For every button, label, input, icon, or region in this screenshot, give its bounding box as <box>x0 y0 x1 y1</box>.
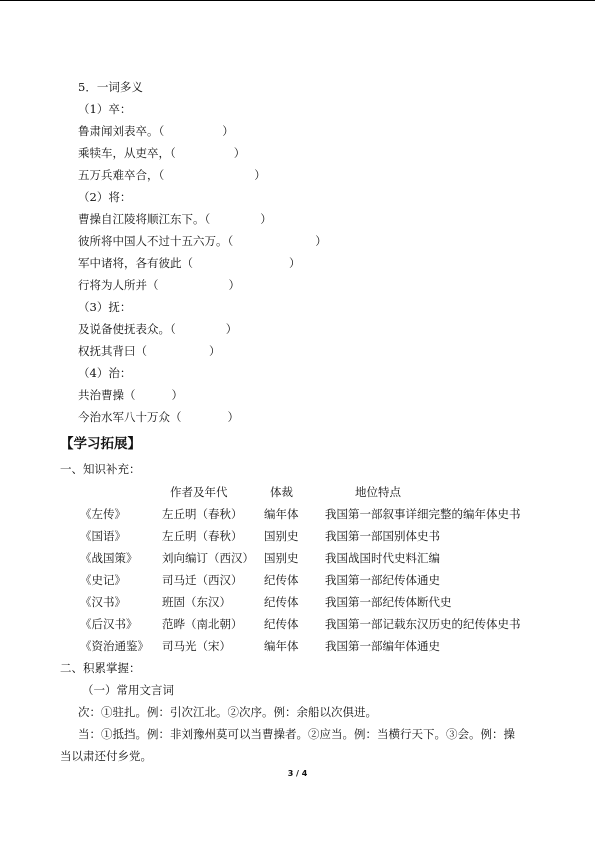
table-header: 体裁 <box>270 485 293 499</box>
question-item: 行将为人所并（ ） <box>78 278 240 292</box>
table-cell: 纪传体 <box>264 617 299 631</box>
table-cell: 国别史 <box>264 529 299 543</box>
question-item: 鲁肃闻刘表卒。（ ） <box>78 124 234 138</box>
table-cell: 《后汉书》 <box>80 617 138 631</box>
table-cell: 我国第一部国别体史书 <box>325 529 440 543</box>
table-cell: 《战国策》 <box>80 551 138 565</box>
table-cell: 我国第一部编年体通史 <box>325 639 440 653</box>
question-item: 军中诸将，各有彼此（ ） <box>78 256 301 270</box>
group-label: （1）卒： <box>78 102 132 116</box>
question-item: 及说备使抚表众。（ ） <box>78 322 238 336</box>
table-cell: 我国战国时代史料汇编 <box>325 551 440 565</box>
table-cell: 编年体 <box>264 507 299 521</box>
table-cell: 纪传体 <box>264 595 299 609</box>
vocab-entry-dang-continued: 当以肃还付乡党。 <box>60 749 152 763</box>
page-number: 3 / 4 <box>287 769 308 778</box>
vocab-entry-ci: 次：①驻扎。例：引次江北。②次序。例：余船以次俱进。 <box>78 705 377 719</box>
common-words-label: （一）常用文言词 <box>82 683 174 697</box>
question-item: 曹操自江陵将顺江东下。（ ） <box>78 212 272 226</box>
table-cell: 左丘明（春秋） <box>162 529 243 543</box>
table-cell: 《资治通鉴》 <box>80 639 149 653</box>
table-cell: 我国第一部叙事详细完整的编年体史书 <box>325 507 521 521</box>
table-cell: 编年体 <box>264 639 299 653</box>
table-cell: 我国第一部纪传体断代史 <box>325 595 452 609</box>
question-item: 今治水军八十万众（ ） <box>78 410 239 424</box>
table-header: 作者及年代 <box>170 485 228 499</box>
table-cell: 国别史 <box>264 551 299 565</box>
table-cell: 班固（东汉） <box>162 595 231 609</box>
question-item: 五万兵难卒合，（ ） <box>78 168 266 182</box>
table-cell: 左丘明（春秋） <box>162 507 243 521</box>
accumulate-label: 二、积累掌握： <box>60 661 141 675</box>
table-cell: 《汉书》 <box>80 595 126 609</box>
vocab-entry-dang: 当：①抵挡。例：非刘豫州莫可以当曹操者。②应当。例：当横行天下。③会。例：操 <box>78 727 515 741</box>
question-item: 乘犊车，从吏卒，（ ） <box>78 146 246 160</box>
table-cell: 《史记》 <box>80 573 126 587</box>
table-cell: 我国第一部纪传体通史 <box>325 573 440 587</box>
table-cell: 《左传》 <box>80 507 126 521</box>
table-cell: 范晔（南北朝） <box>162 617 243 631</box>
question-item: 权抚其背曰（ ） <box>78 344 221 358</box>
table-cell: 司马迁（西汉） <box>162 573 243 587</box>
table-cell: 我国第一部记载东汉历史的纪传体史书 <box>325 617 521 631</box>
group-label: （2）将： <box>78 190 132 204</box>
table-header: 地位特点 <box>355 485 401 499</box>
table-cell: 《国语》 <box>80 529 126 543</box>
table-cell: 刘向编订（西汉） <box>162 551 254 565</box>
section-heading: 【学习拓展】 <box>60 436 141 452</box>
knowledge-label: 一、知识补充： <box>60 462 141 476</box>
table-cell: 司马光（宋） <box>162 639 231 653</box>
table-cell: 纪传体 <box>264 573 299 587</box>
group-label: （3）抚： <box>78 300 132 314</box>
group-label: （4）治： <box>78 366 132 380</box>
section-title: 5．一词多义 <box>78 80 143 94</box>
question-item: 共治曹操（ ） <box>78 388 183 402</box>
question-item: 彼所将中国人不过十五六万。（ ） <box>78 234 327 248</box>
